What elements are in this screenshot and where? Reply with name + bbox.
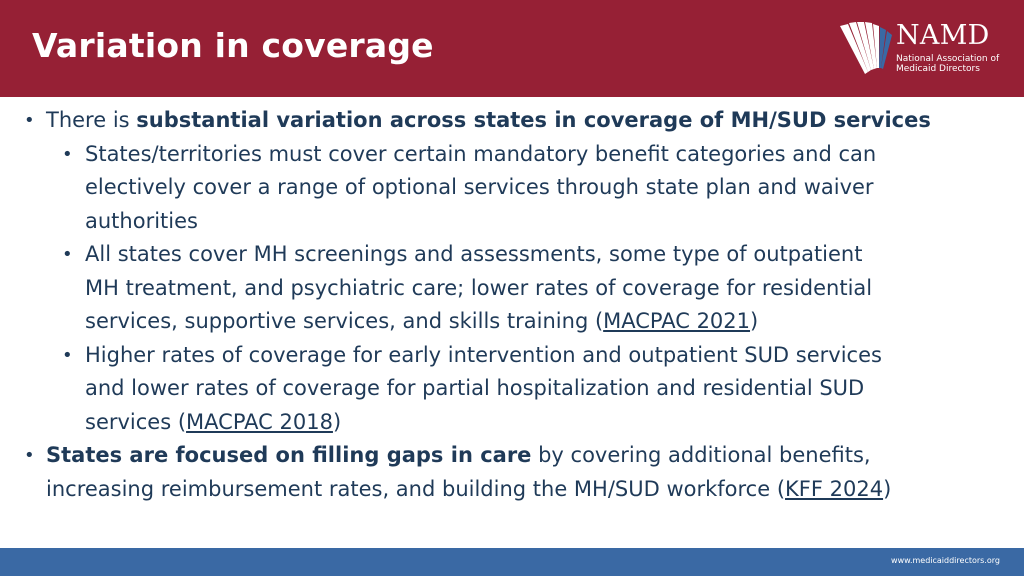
bullet-line: Higher rates of coverage for early intervention and outpatient SUD services — [85, 342, 882, 367]
logo-subtitle-line1: National Association of — [896, 54, 1000, 64]
bullet-dot: • — [24, 445, 35, 466]
bullet-line: electively cover a range of optional services through state plan and waiver — [85, 175, 874, 199]
bullet-line: and lower rates of coverage for partial hospitalization and residential SUD — [85, 376, 865, 400]
subbullet-mandatory-benefits — [0, 138, 1024, 239]
bullet-dot: • — [62, 143, 73, 165]
kff-2024-link[interactable]: KFF 2024 — [785, 476, 884, 501]
bullet-line: increasing reimbursement rates, and building the MH/SUD workforce ( — [46, 476, 786, 501]
bullet-variation — [0, 104, 1024, 138]
bullet-line: ) — [750, 309, 759, 333]
bullet-line: MH treatment, and psychiatric care; lower rates of coverage for residential — [85, 275, 873, 300]
logo-name: NAMD — [896, 20, 990, 51]
subbullet-mh-coverage — [0, 238, 1024, 339]
bullet-line: authorities — [85, 208, 198, 233]
slide-header — [0, 0, 1024, 97]
bullet-line: ) — [332, 409, 342, 434]
bullet-dot: • — [62, 344, 73, 366]
bullet-line: States/territories must cover certain mandatory benefit categories and can — [85, 141, 877, 166]
footer-website-url: www.medicaiddirectors.org — [891, 556, 1000, 565]
bullet-filling-gaps — [0, 439, 1024, 506]
bullet-line: All states cover MH screenings and assessments, some type of outpatient — [85, 242, 863, 266]
fan-stripes-logo-icon — [838, 20, 894, 82]
bullet-dot: • — [62, 244, 73, 265]
bullet-line: by covering additional benefits, — [531, 443, 871, 467]
namd-logo — [838, 20, 1003, 82]
bullet-dot: • — [24, 110, 35, 131]
bullet-line: services ( — [85, 409, 187, 434]
macpac-2021-link[interactable]: MACPAC 2021 — [603, 309, 751, 333]
bullet-bold-text: States are focused on filling gaps in care — [46, 443, 532, 467]
bullet-line: services, supportive services, and skills training ( — [85, 309, 604, 333]
slide-footer — [0, 548, 1024, 576]
bullet-text: There is — [46, 108, 137, 132]
bullet-bold-text: substantial variation across states in coverage of MH/SUD services — [136, 108, 931, 132]
subbullet-sud-coverage — [0, 339, 1024, 440]
logo-subtitle-line2: Medicaid Directors — [896, 64, 980, 74]
slide-body — [0, 104, 1024, 506]
bullet-line: ) — [883, 476, 892, 501]
slide-title: Variation in coverage — [32, 26, 434, 65]
macpac-2018-link[interactable]: MACPAC 2018 — [186, 409, 333, 434]
